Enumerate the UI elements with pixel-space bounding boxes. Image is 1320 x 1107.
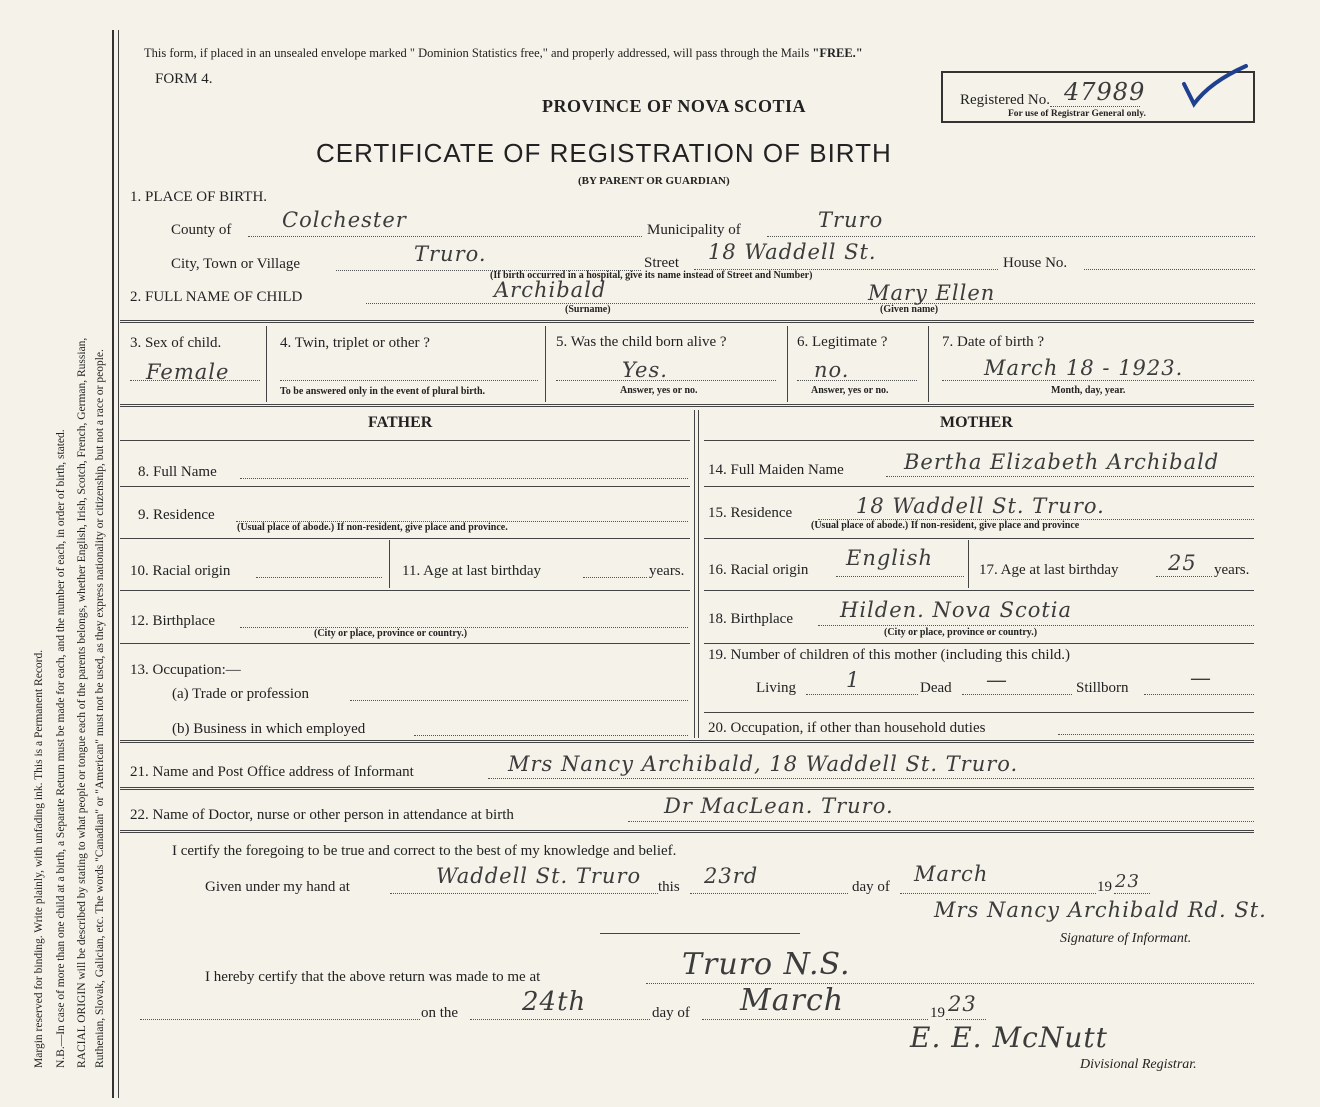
city-value: Truro. (414, 242, 487, 266)
registrar-year-prefix: 19 (930, 1005, 945, 1021)
surname-caption: (Surname) (565, 304, 611, 315)
registrar-day-of-label: day of (652, 1005, 690, 1021)
mail-notice: This form, if placed in an unsealed envelope marked " Dominion Statistics free," and properly addressed, will pass through the Mails "FREE." (144, 46, 863, 60)
street-label: Street (644, 255, 679, 271)
place-of-birth-heading: 1. PLACE OF BIRTH. (130, 189, 268, 205)
mother-age-value: 25 (1168, 551, 1197, 575)
father-racial-origin-label: 10. Racial origin (130, 563, 231, 579)
registrar-month-value: March (740, 983, 845, 1018)
father-business-label: (b) Business in which employed (172, 721, 366, 737)
mother-birthplace-value: Hilden. Nova Scotia (840, 598, 1073, 622)
doctor-label: 22. Name of Doctor, nurse or other person in attendance at birth (130, 807, 514, 823)
registrar-day-value: 24th (522, 987, 587, 1017)
father-years-label: years. (649, 563, 685, 579)
this-label: this (658, 879, 680, 895)
father-heading: FATHER (368, 414, 433, 431)
informant-signature: Mrs Nancy Archibald Rd. St. (934, 898, 1267, 922)
certify-day-of-label: day of (852, 879, 890, 895)
free-label: "FREE." (812, 46, 863, 60)
date-of-birth-label: 7. Date of birth ? (942, 334, 1045, 350)
county-label: County of (171, 222, 232, 238)
municipality-label: Municipality of (647, 222, 741, 238)
mother-name-label: 14. Full Maiden Name (708, 462, 844, 478)
certify-month-value: March (914, 862, 989, 886)
given-name-caption: (Given name) (880, 304, 939, 315)
mother-racial-origin-value: English (846, 546, 934, 570)
twin-note: To be answered only in the event of plural birth. (280, 386, 486, 397)
mother-children-label: 19. Number of children of this mother (including this child.) (708, 647, 1071, 663)
informant-value: Mrs Nancy Archibald, 18 Waddell St. Truro. (508, 752, 1019, 776)
informant-label: 21. Name and Post Office address of Informant (130, 764, 414, 780)
dead-value: — (986, 668, 1008, 692)
certificate-title: CERTIFICATE OF REGISTRATION OF BIRTH (316, 138, 892, 168)
hospital-note: (If birth occurred in a hospital, give its name instead of Street and Number) (490, 270, 813, 281)
stillborn-label: Stillborn (1076, 680, 1129, 696)
father-birthplace-label: 12. Birthplace (130, 613, 215, 629)
registrar-place-value: Truro N.S. (682, 947, 851, 982)
born-alive-note: Answer, yes or no. (620, 385, 698, 396)
registrar-signature: E. E. McNutt (910, 1021, 1108, 1054)
certify-year-prefix: 19 (1097, 879, 1112, 895)
sex-value: Female (146, 360, 230, 384)
registrar-note: For use of Registrar General only. (1008, 109, 1146, 119)
mother-racial-origin-label: 16. Racial origin (708, 562, 809, 578)
form-number: FORM 4. (155, 71, 213, 87)
certify-statement: I certify the foregoing to be true and correct to the best of my knowledge and belief. (172, 843, 677, 859)
municipality-value: Truro (818, 208, 884, 232)
mother-birthplace-label: 18. Birthplace (708, 611, 793, 627)
registrar-year-value: 23 (948, 992, 977, 1016)
stillborn-value: — (1190, 666, 1212, 690)
informant-signature-caption: Signature of Informant. (1060, 931, 1192, 946)
registrar-statement: I hereby certify that the above return was made to me at (205, 969, 541, 985)
child-name-label: 2. FULL NAME OF CHILD (130, 289, 303, 305)
father-birthplace-note: (City or place, province or country.) (314, 628, 468, 639)
doctor-value: Dr MacLean. Truro. (664, 794, 894, 818)
mother-residence-label: 15. Residence (708, 505, 793, 521)
mother-residence-value: 18 Waddell St. Truro. (856, 494, 1105, 518)
check-mark-icon (1180, 62, 1250, 108)
dead-label: Dead (920, 680, 952, 696)
mother-name-value: Bertha Elizabeth Archibald (904, 450, 1220, 474)
legitimate-note: Answer, yes or no. (811, 385, 889, 396)
father-trade-label: (a) Trade or profession (172, 686, 310, 702)
mother-residence-note: (Usual place of abode.) If non-resident, give place and province (811, 520, 1080, 531)
legitimate-label: 6. Legitimate ? (797, 334, 888, 350)
registered-number: 47989 (1064, 78, 1146, 106)
street-value: 18 Waddell St. (708, 240, 877, 264)
province-heading: PROVINCE OF NOVA SCOTIA (542, 96, 807, 116)
certify-year-value: 23 (1115, 871, 1140, 892)
county-value: Colchester (282, 208, 407, 232)
mother-birthplace-note: (City or place, province or country.) (884, 627, 1038, 638)
living-label: Living (756, 680, 796, 696)
certify-day-value: 23rd (704, 864, 759, 888)
mother-years-label: years. (1214, 562, 1250, 578)
father-occupation-label: 13. Occupation:— (130, 662, 241, 678)
margin-rule (112, 30, 114, 1098)
father-name-label: 8. Full Name (138, 464, 217, 480)
mother-occupation-label: 20. Occupation, if other than household duties (708, 720, 986, 736)
racial-origin-note: RACIAL ORIGIN will be described by stating to what people or tongue each of the parents belongs, whether English, Irish, Scotch, French, German, Russian, (76, 337, 88, 1068)
racial-origin-note-cont: Ruthenian, Slovak, Galician, etc. The words "Canadian" or "American" must not be used, as they express nationality or citizenship, but not a race or people. (94, 349, 106, 1068)
nb-note: N.B.—In case of more than one child at a birth, a Separate Return must be made for each, and the number of each, in order of birth, stated. (55, 429, 67, 1068)
registrar-caption: Divisional Registrar. (1080, 1057, 1197, 1072)
twin-label: 4. Twin, triplet or other ? (280, 335, 430, 351)
city-label: City, Town or Village (171, 256, 301, 272)
registered-label: Registered No. (960, 92, 1050, 108)
given-place-value: Waddell St. Truro (436, 864, 642, 888)
margin-rule-inner (118, 30, 119, 1098)
certificate-subtitle: (BY PARENT OR GUARDIAN) (578, 175, 730, 187)
child-given-name: Mary Ellen (868, 281, 996, 305)
mother-age-label: 17. Age at last birthday (979, 562, 1119, 578)
date-of-birth-value: March 18 - 1923. (984, 356, 1184, 380)
father-age-label: 11. Age at last birthday (402, 563, 541, 579)
given-under-hand-label: Given under my hand at (205, 879, 350, 895)
legitimate-value: no. (814, 358, 850, 382)
born-alive-label: 5. Was the child born alive ? (556, 334, 727, 350)
father-residence-note: (Usual place of abode.) If non-resident, give place and province. (237, 522, 508, 533)
date-of-birth-note: Month, day, year. (1051, 385, 1126, 396)
born-alive-value: Yes. (622, 358, 668, 382)
mother-heading: MOTHER (940, 414, 1013, 431)
sex-label: 3. Sex of child. (130, 335, 222, 351)
living-value: 1 (846, 668, 861, 692)
child-surname: Archibald (494, 278, 607, 302)
on-the-label: on the (421, 1005, 459, 1021)
margin-note: Margin reserved for binding. Write plainly, with unfading ink. This is a Permanent Record. (33, 649, 45, 1068)
father-residence-label: 9. Residence (138, 507, 215, 523)
house-number-label: House No. (1003, 255, 1068, 271)
